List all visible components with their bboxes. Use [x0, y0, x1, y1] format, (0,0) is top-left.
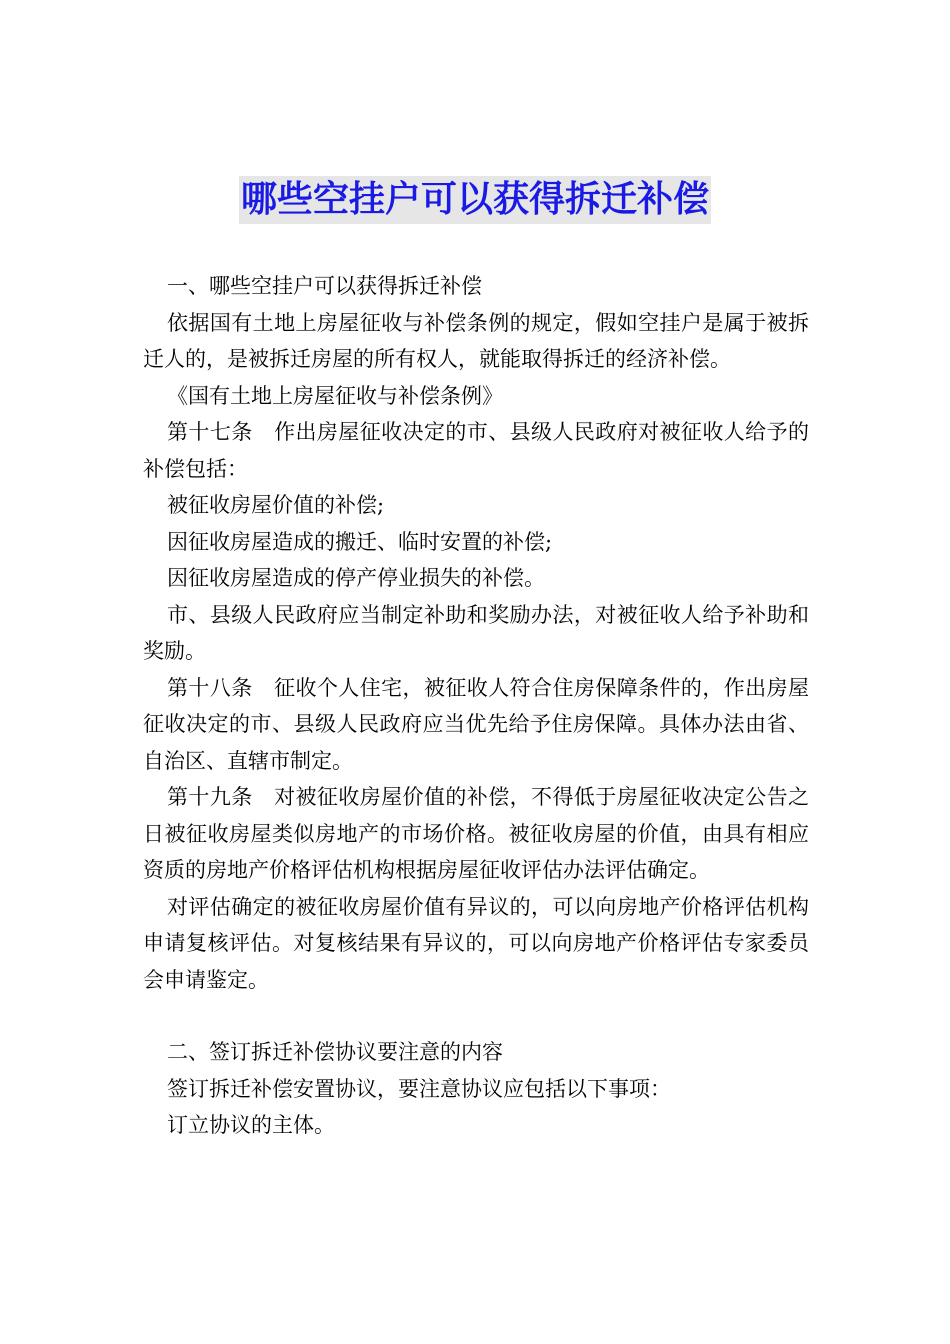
paragraph: 市、县级人民政府应当制定补助和奖励办法，对被征收人给予补助和奖励。 — [143, 602, 809, 663]
paragraph: 签订拆迁补偿安置协议，要注意协议应包括以下事项： — [167, 1076, 671, 1101]
section-gap — [143, 998, 809, 1034]
document-title: 哪些空挂户可以获得拆迁补偿 — [239, 176, 711, 224]
section-1-heading: 一、哪些空挂户可以获得拆迁补偿 — [167, 274, 482, 298]
paragraph: 因征收房屋造成的搬迁、临时安置的补偿; — [167, 529, 553, 554]
paragraph: 被征收房屋价值的补偿; — [167, 493, 385, 517]
paragraph: 第十八条 征收个人住宅，被征收人符合住房保障条件的，作出房屋征收决定的市、县级人民政府应当优先给予住房保障。具体办法由省、自治区、直辖市制定。 — [143, 675, 809, 773]
paragraph: 因征收房屋造成的停产停业损失的补偿。 — [167, 566, 545, 590]
paragraph: 第十七条 作出房屋征收决定的市、县级人民政府对被征收人给予的补偿包括： — [143, 420, 809, 481]
paragraph: 订立协议的主体。 — [167, 1113, 335, 1137]
paragraph: 依据国有土地上房屋征收与补偿条例的规定，假如空挂户是属于被拆迁人的，是被拆迁房屋的所有权人，就能取得拆迁的经济补偿。 — [143, 310, 809, 371]
document-body — [143, 268, 809, 1144]
paragraph: 《国有土地上房屋征收与补偿条例》 — [167, 383, 503, 408]
title-container — [0, 176, 950, 224]
paragraph: 第十九条 对被征收房屋价值的补偿，不得低于房屋征收决定公告之日被征收房屋类似房地产的市场价格。被征收房屋的价值，由具有相应资质的房地产价格评估机构根据房屋征收评估办法评估确定。 — [143, 785, 809, 882]
paragraph: 对评估确定的被征收房屋价值有异议的，可以向房地产价格评估机构申请复核评估。对复核结果有异议的，可以向房地产价格评估专家委员会申请鉴定。 — [143, 894, 809, 992]
section-2-heading: 二、签订拆迁补偿协议要注意的内容 — [167, 1040, 503, 1064]
